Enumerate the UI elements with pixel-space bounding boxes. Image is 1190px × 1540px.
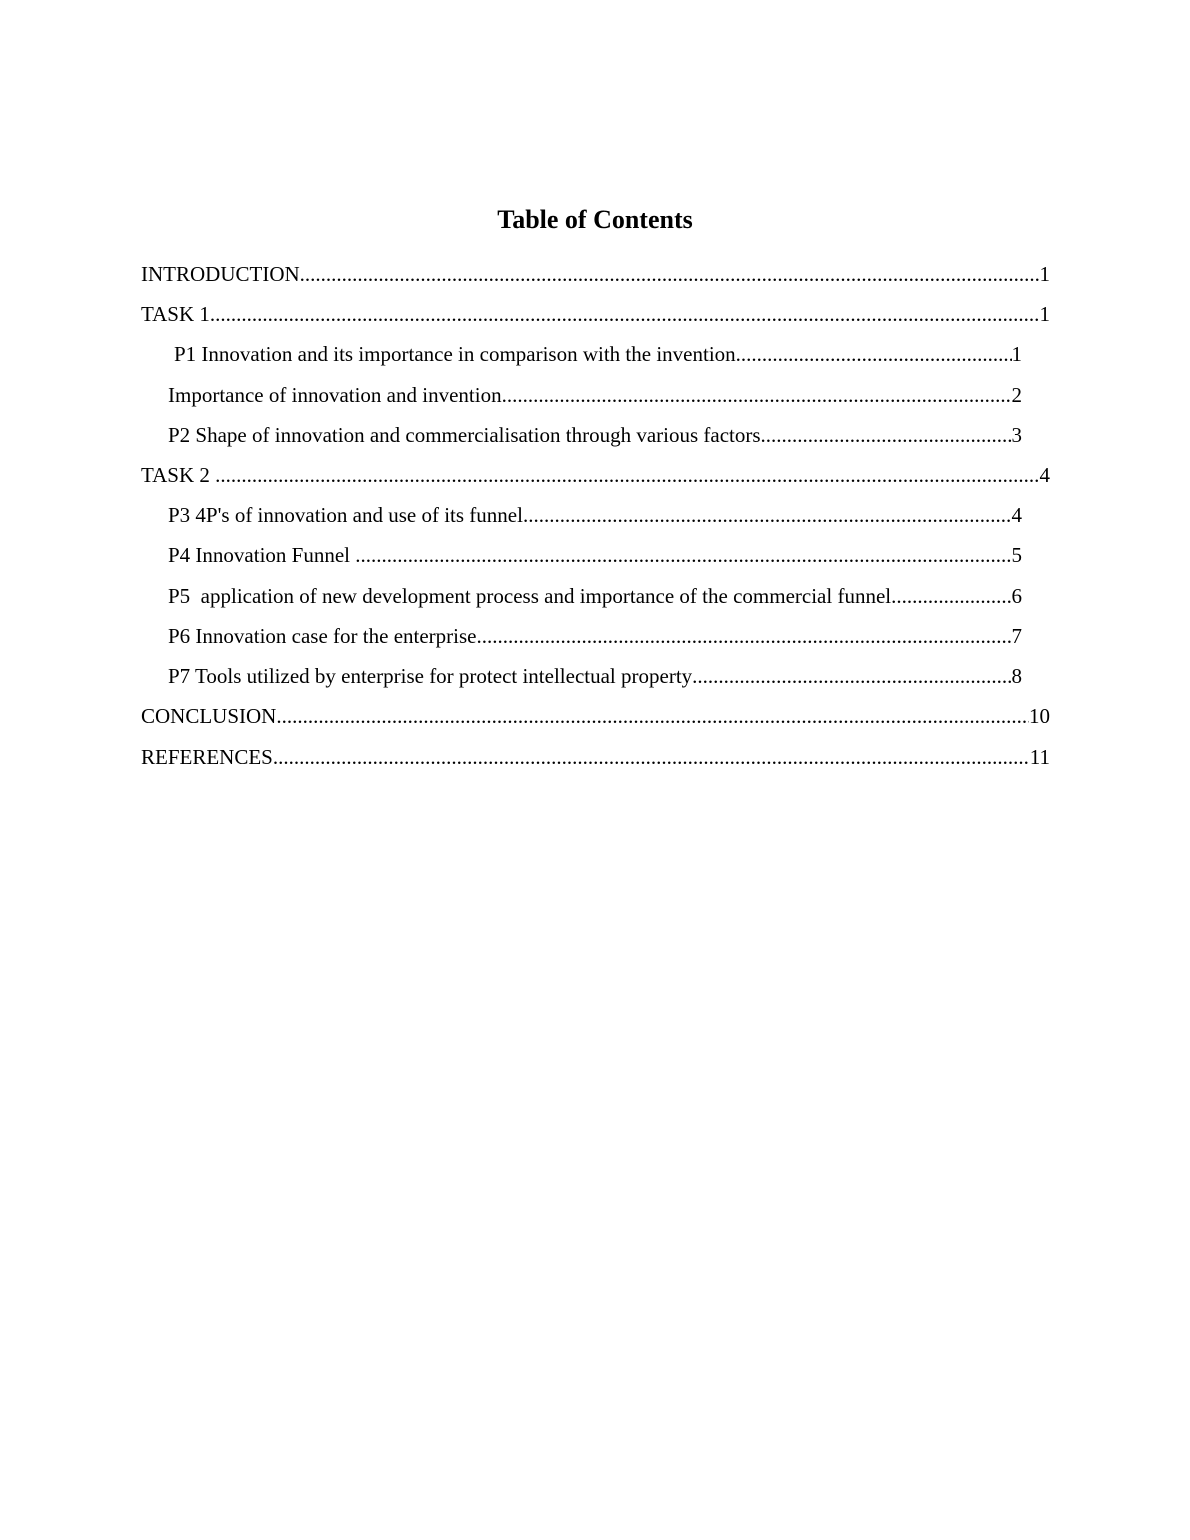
- toc-entry-label: P3 4P's of innovation and use of its funnel: [168, 503, 523, 527]
- toc-entry-task-2[interactable]: [141, 460, 1050, 490]
- toc-page-number: 4: [1039, 463, 1050, 487]
- toc-entry-references[interactable]: [141, 742, 1050, 772]
- toc-dot-leader: [891, 581, 1011, 611]
- toc-dot-leader: [276, 701, 1029, 731]
- toc-entry-label: P5 application of new development process and importance of the commercial funnel: [168, 584, 892, 608]
- toc-dot-leader: [476, 621, 1011, 651]
- toc-entry-label: REFERENCES: [141, 745, 273, 769]
- toc-page-number: 7: [1011, 624, 1022, 648]
- toc-page-number: 2: [1011, 383, 1022, 407]
- toc-title: Table of Contents: [497, 205, 693, 234]
- toc-entry-p1[interactable]: [174, 339, 1022, 369]
- toc-entry-label: P7 Tools utilized by enterprise for protect intellectual property: [168, 664, 693, 688]
- toc-entry-label: P2 Shape of innovation and commercialisation through various factors: [168, 423, 761, 447]
- toc-page-number: 4: [1011, 503, 1022, 527]
- toc-page-number: 11: [1029, 745, 1050, 769]
- toc-page-number: 1: [1039, 262, 1050, 286]
- toc-entry-importance[interactable]: [168, 380, 1022, 410]
- toc-page-number: 6: [1011, 584, 1022, 608]
- toc-dot-leader: [502, 380, 1012, 410]
- toc-entry-p3[interactable]: [168, 500, 1022, 530]
- toc-page-number: 3: [1011, 423, 1022, 447]
- toc-dot-leader: [523, 500, 1012, 530]
- toc-dot-leader: [215, 460, 1039, 490]
- toc-page-number: 10: [1029, 704, 1050, 728]
- toc-dot-leader: [761, 420, 1012, 450]
- toc-dot-leader: [692, 661, 1011, 691]
- toc-dot-leader: [273, 742, 1030, 772]
- toc-dot-leader: [355, 540, 1011, 570]
- toc-entry-label: Importance of innovation and invention: [168, 383, 502, 407]
- toc-entry-p6[interactable]: [168, 621, 1022, 651]
- toc-entry-p7[interactable]: [168, 661, 1022, 691]
- toc-entry-label: INTRODUCTION: [141, 262, 300, 286]
- toc-dot-leader: [736, 339, 1012, 369]
- toc-entry-label: CONCLUSION: [141, 704, 277, 728]
- toc-entry-conclusion[interactable]: [141, 701, 1050, 731]
- toc-entry-label: TASK 2: [141, 463, 216, 487]
- toc-entry-label: TASK 1: [141, 302, 210, 326]
- toc-entry-label: P4 Innovation Funnel: [168, 543, 356, 567]
- toc-page-number: 1: [1039, 302, 1050, 326]
- toc-entry-introduction[interactable]: [141, 259, 1050, 289]
- toc-entry-p5[interactable]: [168, 581, 1022, 611]
- toc-page-number: 8: [1011, 664, 1022, 688]
- toc-dot-leader: [210, 299, 1040, 329]
- toc-entry-label: P1 Innovation and its importance in comparison with the invention: [174, 342, 736, 366]
- toc-page-number: 1: [1011, 342, 1022, 366]
- toc-dot-leader: [300, 259, 1040, 289]
- toc-page-number: 5: [1011, 543, 1022, 567]
- toc-entry-p2[interactable]: [168, 420, 1022, 450]
- toc-entry-p4[interactable]: [168, 540, 1022, 570]
- toc-entry-label: P6 Innovation case for the enterprise: [168, 624, 477, 648]
- toc-entry-task-1[interactable]: [141, 299, 1050, 329]
